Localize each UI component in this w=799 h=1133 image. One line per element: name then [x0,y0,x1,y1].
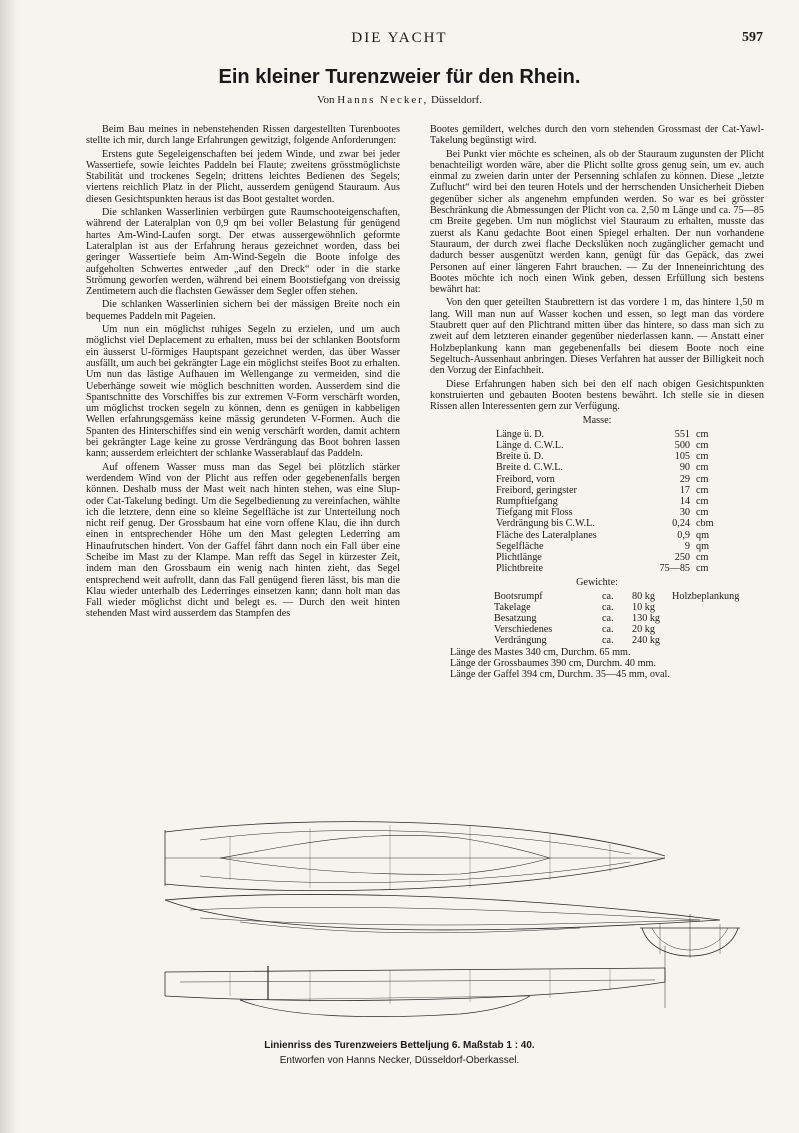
masse-cell-lbl: Tiefgang mit Floss [496,507,573,519]
masse-cell-lbl: Plichtlänge [496,551,542,563]
masse-row [496,541,714,552]
gewichte-table [494,591,739,647]
paragraph: Erstens gute Segeleigenschaften bei jedem Winde, und zwar bei jeder Wassertiefe, sowie leichtes Paddeln bei Flaute; zweitens grösstmöglichste Stabilität und trockenes Segeln; drittens leichtes Bedienen des Segels; viertens reichlich Platz in der Plicht, ausserdem genügend Stauraum. Aus diesen Gesichtspunkten heraus ist das Boot gestaltet worden. [86,148,400,205]
gewichte-cell-lbl: Bootsrumpf [494,590,543,602]
figure-caption: Linienriss des Turenzweiers Betteljung 6. Maßstab 1 : 40. [264,1040,535,1051]
masse-row [496,429,714,440]
masse-cell-val: 29 [679,473,690,485]
lines-plan-drawing [160,818,770,1036]
masse-table [496,429,714,575]
masse-row [496,462,714,473]
masse-row [496,530,714,541]
masse-row [496,485,714,496]
article-byline [0,94,799,106]
gewichte-cell-note [672,602,739,613]
gewichte-row [494,624,739,635]
masse-row [496,518,714,529]
masse-cell-val: 0,9 [677,529,690,541]
masse-cell-lbl: Segelfläche [496,540,544,552]
gewichte-cell-note [672,635,739,646]
masse-cell-val: 75—85 [659,563,690,575]
masse-row [496,563,714,574]
gewichte-cell-pre: ca. [602,613,614,625]
article-title: Ein kleiner Turenzweier für den Rhein. [218,66,581,88]
masse-cell-unit: cbm [696,518,714,530]
masse-cell-unit: cm [696,495,709,507]
masse-cell-unit: cm [696,428,709,440]
gewichte-row [494,602,739,613]
masse-cell-unit: cm [696,451,709,463]
masse-row [496,474,714,485]
gewichte-cell-lbl: Verschiedenes [494,624,553,636]
running-head: DIE YACHT [351,30,448,46]
gewichte-cell-lbl: Verdrängung [494,635,547,647]
gewichte-cell-note: Holzbeplankung [672,590,740,602]
paragraph: Von den quer geteilten Staubrettern ist das vordere 1 m, das hintere 1,50 m lang. Will man nun auf Wasser kochen und essen, so legt man das vordere Staubrett quer auf den Plichtrand mitten über das hintere, so dass man sich zu zweit auf dem letzteren einander gegenüber niederlassen kann. — Anstatt einer Holzbeplankung kann man gegebenenfalls bei diesem Boote noch eine Segeltuch-Aussenhaut anbringen. Dieses Verfahren hat ausser der Billigkeit noch den Vorzug der Einfachheit. [430,297,764,377]
masse-cell-val: 551 [674,428,690,440]
spar-length-line: Länge des Mastes 340 cm, Durchm. 65 mm. [450,646,631,658]
paragraph: Die schlanken Wasserlinien verbürgen gute Raumschooteigenschaften, während der Lateralplan von 0,9 qm bei voller Belastung für genügend hartes Am-Wind-Laufen sorgt. Der etwas aussergewöhnlich geformte Lateralplan ist aus der Erfahrung heraus gezeichnet worden, dass bei geringer Wassertiefe beim Am-Wind-Segeln die Boote infolge des aufgeholten Schwertes entweder „auf den Dreck“ oder in die starke Strömung geworfen werden, während bei einem Bootstiefgang von dreissig Zentimetern auch die flachsten Gewässer dem Segler offen stehen. [86,207,400,298]
masse-cell-unit: cm [696,473,709,485]
gewichte-cell-val: 20 kg [632,624,655,636]
masse-cell-val: 0,24 [672,518,690,530]
waterline-view [165,895,720,933]
gewichte-cell-lbl: Besatzung [494,613,537,625]
masse-cell-lbl: Freibord, vorn [496,473,555,485]
gewichte-cell-pre: ca. [602,601,614,613]
gewichte-cell-val: 130 kg [632,613,661,625]
byline-prefix: Von [317,94,335,106]
masse-cell-lbl: Länge d. C.W.L. [496,439,564,451]
masse-cell-unit: qm [696,540,710,552]
paragraph: Diese Erfahrungen haben sich bei den elf nach obigen Gesichtspunkten konstruierten und gebauten Booten bestens bewährt. Ich stelle sie in diesen Rissen allen Interessenten gern zur Verfügung. [430,378,764,413]
profile-view [165,966,665,1017]
gewichte-heading: Gewichte: [576,577,618,589]
gewichte-cell-note [672,624,739,635]
masse-cell-val: 30 [679,507,690,519]
masse-cell-val: 14 [679,495,690,507]
masse-cell-lbl: Breite ü. D. [496,451,544,463]
masse-cell-val: 17 [679,484,690,496]
masse-row [496,451,714,462]
masse-cell-lbl: Plichtbreite [496,563,543,575]
masse-cell-unit: cm [696,439,709,451]
gewichte-cell-pre: ca. [602,635,614,647]
masse-cell-lbl: Fläche des Lateralplanes [496,529,597,541]
section-view [640,914,740,958]
masse-cell-lbl: Länge ü. D. [496,428,545,440]
gewichte-cell-val: 240 kg [632,635,661,647]
gewichte-cell-val: 10 kg [632,601,655,613]
gewichte-cell-note [672,613,739,624]
masse-cell-val: 90 [679,462,690,474]
gewichte-row [494,613,739,624]
spar-lengths [450,647,764,681]
right-column [430,124,764,680]
masse-row [496,440,714,451]
left-column [86,124,400,622]
gewichte-row [494,591,739,602]
deck-plan-view [165,822,665,891]
masse-heading: Masse: [582,415,612,427]
gewichte-cell-val: 80 kg [632,590,655,602]
spar-length-line: Länge der Gaffel 394 cm, Durchm. 35—45 mm, oval. [450,669,670,681]
masse-cell-unit: cm [696,563,709,575]
masse-cell-lbl: Freibord, geringster [496,484,577,496]
gewichte-cell-lbl: Takelage [494,601,531,613]
paragraph: Beim Bau meines in nebenstehenden Rissen dargestellten Turenbootes stellte ich mir, durch lange Erfahrungen gewitzigt, folgende Anforderungen: [86,124,400,147]
gewichte-cell-pre: ca. [602,624,614,636]
masse-cell-unit: cm [696,484,709,496]
masse-cell-val: 105 [674,451,690,463]
masse-row [496,496,714,507]
gewichte-row [494,635,739,646]
masse-cell-val: 9 [684,540,690,552]
masse-cell-lbl: Rumpftiefgang [496,495,558,507]
spar-length-line: Länge der Grossbaumes 390 cm, Durchm. 40 mm. [450,657,656,669]
masse-row [496,552,714,563]
figure-credit: Entworfen von Hanns Necker, Düsseldorf-Oberkassel. [279,1055,520,1066]
paragraph: Auf offenem Wasser muss man das Segel bei plötzlich stärker werdendem Wind von der Plicht aus reffen oder gegebenenfalls bergen können. Deshalb muss der Mast weit nach hinten stehen, was eine Slup- oder Cat-Takelung bedingt. Um die Segelbedienung zu vereinfachen, wählte ich die letztere, denn eine so kleine Segelfläche ist zur Unterteilung noch nicht reif genug. Der Grossbaum hat eine vorn offene Klau, die ihn durch einen in entsprechender Höhe um den Mast gelegten Lederring am Hinaufrutschen hindert. Von der Gaffel fährt dann noch ein Fall über eine Scheibe im Mast zu der Klampe. Man refft das Segel in kürzester Zeit, indem man den Grossbaum ein wenig nach hinten zieht, das Segel entsprechend weit aufrollt, dann das Fall genügend fieren lässt, bis man die Klau wieder unterhalb des Lederringes einsetzen kann; dann holt man das Fall wieder möglichst dicht und belegt es. — Durch den weit hinten stehenden Mast wird ausserdem das Stampfen des [86,461,400,620]
page-fold-shadow [0,0,18,1133]
paragraph: Bei Punkt vier möchte es scheinen, als ob der Stauraum zugunsten der Plicht benachteiligt worden wäre, aber die Plicht sollte gross genug sein, um ev. auch einmal zu zweien darin unter der Persenning schlafen zu können. Diese „letzte Zuflucht“ wird bei den teuren Hotels und der herrschenden Unsicherheit Dieben gegenüber sicher als angenehm empfunden werden. So war es bei grösster Beschränkung die Abmessungen der Plicht von ca. 2,50 m Länge und ca. 75—85 cm Breite gegeben. Um nun möglichst viel Stauraum zu erhalten, musste das zuerst als Kanu gedachte Boot einen Spiegel erhalten. Der nun vorhandene Stauraum, der durch zwei flache Deckslüken noch zugänglicher gemacht und dadurch besser ausgenützt werden kann, genügt für das Gepäck, das zwei Personen auf einer längeren Fahrt brauchen. — Zu der Inneneinrichtung des Bootes möchte ich noch einen Wink geben, dessen Erfüllung sich bestens bewährt hat: [430,148,764,296]
masse-cell-unit: qm [696,529,710,541]
masse-cell-unit: cm [696,507,709,519]
byline-author: Hanns Necker, [337,94,429,106]
gewichte-cell-pre: ca. [602,590,614,602]
page-number: 597 [742,30,763,45]
masse-cell-lbl: Verdrängung bis C.W.L. [496,518,595,530]
masse-cell-lbl: Breite d. C.W.L. [496,462,563,474]
paragraph: Um nun ein möglichst ruhiges Segeln zu erzielen, und um auch möglichst viel Deplacement zu erhalten, muss bei der schlanken Bootsform ein äusserst U-förmiges Hauptspant gezeichnet werden, das über Wasser ausfällt, um auch bei gekrängter Lage ein möglichst steifes Boot zu erhalten. Um nun das lästige Aufhauen im Wellengange zu vermeiden, sind die Ueberhänge soweit wie möglich beschnitten worden. Ausserdem sind die Spantschnitte des Vorschiffes bis zur extremen V-Form verschärft worden, um möglichst trocken segeln zu können, denn es genügen in kabbeligen Wellen erfahrungsgemäss keine mässig gerundeten V-Formen. Auch die Spanten des Hinterschiffes sind ein wenig verschärft worden, damit achtern bei gekrängter Lage keine zu grosse Verdrängung das Boot bohren lassen kann; ausserdem erleichtert der schlanke Wasserablauf das Paddeln. [86,324,400,460]
masse-row [496,507,714,518]
paragraph: Die schlanken Wasserlinien sichern bei der mässigen Breite noch ein bequemes Paddeln mit Pageien. [86,299,400,322]
paragraph: Bootes gemildert, welches durch den vorn stehenden Grossmast der Cat-Yawl-Takelung begünstigt wird. [430,124,764,147]
masse-cell-val: 500 [674,439,690,451]
byline-place: Düsseldorf. [430,94,482,106]
masse-cell-unit: cm [696,462,709,474]
masse-cell-unit: cm [696,551,709,563]
masse-cell-val: 250 [674,551,690,563]
